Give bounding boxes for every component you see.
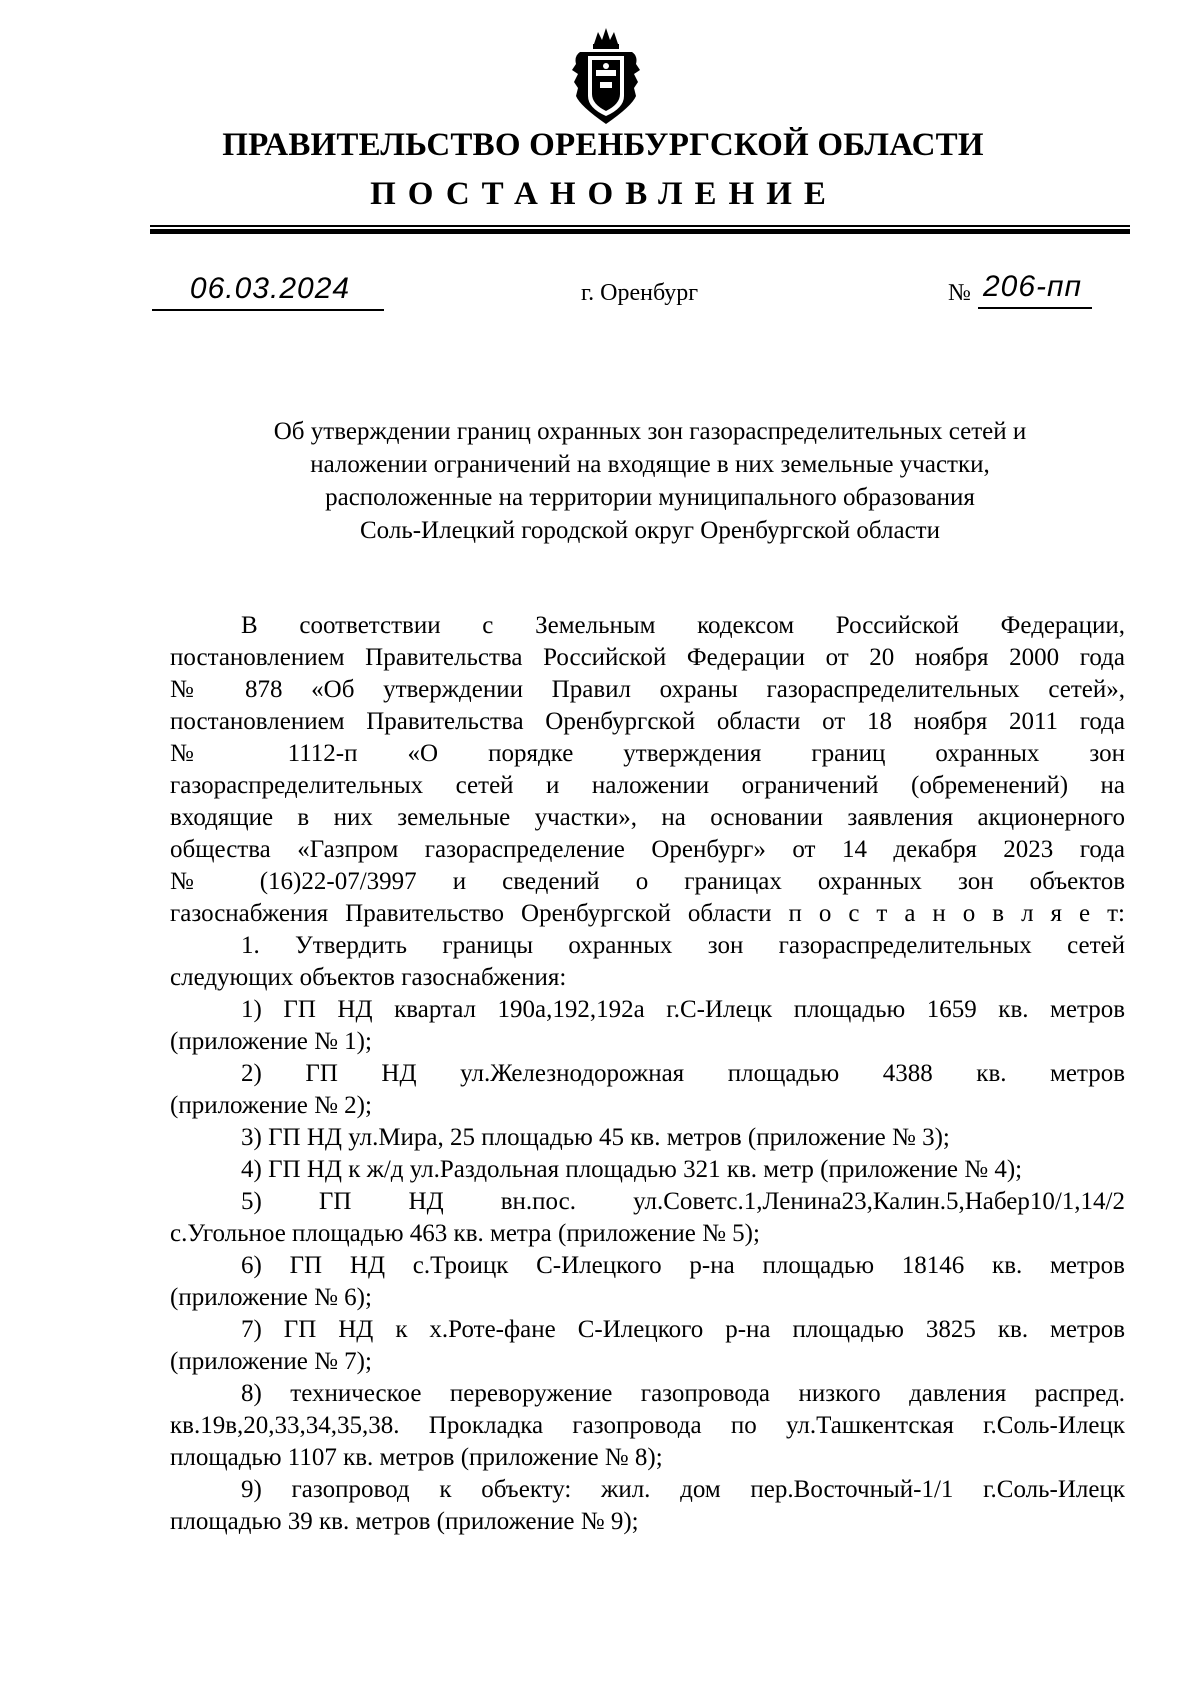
text-line: № (16)22-07/3997 и сведений о границах охранных зон объектов — [170, 868, 1125, 895]
text-line: площадью 1107 кв. метров (приложение № 8); — [170, 1444, 663, 1471]
title-line: наложении ограничений на входящие в них земельные участки, — [310, 451, 990, 478]
text-line: общества «Газпром газораспределение Оренбург» от 14 декабря 2023 года — [170, 836, 1125, 863]
text-line: (приложение № 7); — [170, 1348, 372, 1375]
list-item — [170, 1058, 1125, 1122]
text-line: 5) ГП НД вн.пос. ул.Советс.1,Ленина23,Калин.5,Набер10/1,14/2 — [241, 1188, 1125, 1215]
text-line: 1. Утвердить границы охранных зон газораспределительных сетей — [241, 932, 1125, 959]
preamble-paragraph — [170, 610, 1125, 930]
text-line: постановлением Правительства Оренбургской области от 18 ноября 2011 года — [170, 708, 1125, 735]
text-line: следующих объектов газоснабжения: — [170, 964, 567, 991]
list-item — [170, 1122, 1125, 1154]
document-date: 06.03.2024 — [189, 272, 351, 305]
list-item — [170, 1186, 1125, 1250]
text-line: 6) ГП НД с.Троицк С-Илецкого р-на площадью 18146 кв. метров — [241, 1252, 1125, 1279]
text-line: 8) техническое переворужение газопровода низкого давления распред. — [241, 1380, 1125, 1407]
coat-of-arms-emblem — [566, 26, 646, 130]
document-title — [170, 415, 1130, 547]
text-line: 2) ГП НД ул.Железнодорожная площадью 4388 кв. метров — [241, 1060, 1125, 1087]
text-line: 7) ГП НД к х.Роте-фане С-Илецкого р-на площадью 3825 кв. метров — [241, 1316, 1125, 1343]
document-type: ПОСТАНОВЛЕНИЕ — [370, 176, 838, 212]
list-item — [170, 1154, 1125, 1186]
list-item — [170, 1314, 1125, 1378]
list-item — [170, 1250, 1125, 1314]
header-rule-thick — [150, 229, 1130, 234]
text-line: № 878 «Об утверждении Правил охраны газораспределительных сетей», — [170, 676, 1125, 703]
text-line: 3) ГП НД ул.Мира, 25 площадью 45 кв. метров (приложение № 3); — [241, 1124, 950, 1151]
text-line: кв.19в,20,33,34,35,38. Прокладка газопровода по ул.Ташкентская г.Соль-Илецк — [170, 1412, 1125, 1439]
number-label: № — [948, 280, 971, 306]
list-item — [170, 994, 1125, 1058]
text-line: входящие в них земельные участки», на основании заявления акционерного — [170, 804, 1125, 831]
text-line: 1) ГП НД квартал 190а,192,192а г.С-Илецк площадью 1659 кв. метров — [241, 996, 1125, 1023]
list-item — [170, 1378, 1125, 1474]
title-line: расположенные на территории муниципального образования — [325, 484, 975, 511]
text-line: 4) ГП НД к ж/д ул.Раздольная площадью 321 кв. метр (приложение № 4); — [241, 1156, 1023, 1183]
title-line: Соль-Илецкий городской округ Оренбургской области — [360, 517, 940, 544]
header-rule-thin — [150, 225, 1130, 227]
text-line: площадью 39 кв. метров (приложение № 9); — [170, 1508, 639, 1535]
organization-name: ПРАВИТЕЛЬСТВО ОРЕНБУРГСКОЙ ОБЛАСТИ — [222, 127, 984, 163]
text-line: постановлением Правительства Российской Федерации от 20 ноября 2000 года — [170, 644, 1125, 671]
list-item — [170, 1474, 1125, 1538]
text-line: газораспределительных сетей и наложении ограничений (обременений) на — [170, 772, 1125, 799]
document-number: 206-пп — [983, 270, 1083, 303]
text-line: газоснабжения Правительство Оренбургской области п о с т а н о в л я е т: — [170, 900, 1125, 927]
document-city: г. Оренбург — [581, 280, 699, 306]
text-line: № 1112-п «О порядке утверждения границ охранных зон — [170, 740, 1125, 767]
clause-1 — [170, 930, 1125, 994]
text-line: (приложение № 1); — [170, 1028, 372, 1055]
text-line: с.Угольное площадью 463 кв. метра (приложение № 5); — [170, 1220, 760, 1247]
document-body — [170, 610, 1125, 1538]
text-line: (приложение № 6); — [170, 1284, 372, 1311]
text-line: (приложение № 2); — [170, 1092, 372, 1119]
number-underline — [978, 307, 1092, 309]
text-line: В соответствии с Земельным кодексом Российской Федерации, — [241, 612, 1125, 639]
date-underline — [152, 309, 384, 311]
text-line: 9) газопровод к объекту: жил. дом пер.Восточный-1/1 г.Соль-Илецк — [241, 1476, 1125, 1503]
title-line: Об утверждении границ охранных зон газораспределительных сетей и — [273, 418, 1027, 445]
